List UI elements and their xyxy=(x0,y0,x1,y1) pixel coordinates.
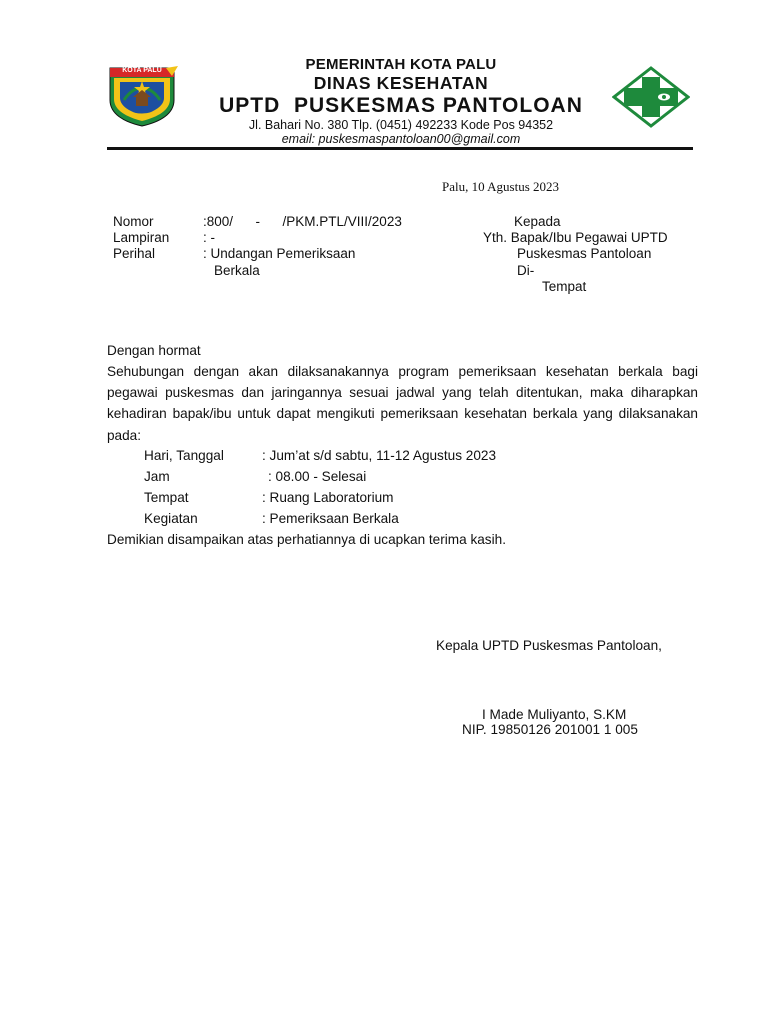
lampiran-value: : - xyxy=(203,230,215,245)
recipient-addressee: Yth. Bapak/Ibu Pegawai UPTD xyxy=(483,230,668,245)
recipient-tempat: Tempat xyxy=(542,279,587,294)
place-date: Palu, 10 Agustus 2023 xyxy=(442,179,560,194)
recipient-institution: Puskesmas Pantoloan xyxy=(517,246,652,261)
schedule-value-place: : Ruang Laboratorium xyxy=(262,490,394,505)
signatory-nip: NIP. 19850126 201001 1 005 xyxy=(462,722,638,737)
letterhead-department: DINAS KESEHATAN xyxy=(313,73,489,93)
perihal-value-continued: Berkala xyxy=(214,263,260,278)
schedule-value-activity: : Pemeriksaan Berkala xyxy=(262,511,399,526)
emblem-label: KOTA PALU xyxy=(122,67,162,74)
letterhead-institution: UPTD PUSKESMAS PANTOLOAN xyxy=(219,94,583,117)
letterhead-email: email: puskesmaspantoloan00@gmail.com xyxy=(281,132,521,146)
recipient-di: Di- xyxy=(517,263,535,278)
closing-sentence: Demikian disampaikan atas perhatiannya di ucapkan terima kasih. xyxy=(107,532,506,547)
nomor-label: Nomor xyxy=(113,214,154,229)
signature-title: Kepala UPTD Puskesmas Pantoloan, xyxy=(436,638,662,653)
lampiran-label: Lampiran xyxy=(113,230,170,245)
schedule-value-date: : Jum’at s/d sabtu, 11-12 Agustus 2023 xyxy=(262,448,497,463)
schedule-value-time: : 08.00 - Selesai xyxy=(268,469,367,484)
perihal-value: : Undangan Pemeriksaan xyxy=(203,246,356,261)
letterhead-divider xyxy=(107,147,693,150)
salutation: Dengan hormat xyxy=(107,343,201,358)
perihal-label: Perihal xyxy=(113,246,156,261)
body-paragraph: Sehubungan dengan akan dilaksanakannya program pemeriksaan kesehatan berkala bagi pegawai puskesmas dan jaringannya sesuai jadwal yang telah ditentukan, maka diharapkan kehadiran bapak/ibu untuk dapat mengikuti pemeriksaan kesehatan berkala yang dilaksanakan pada: xyxy=(107,364,698,443)
schedule-label-date: Hari, Tanggal xyxy=(144,448,224,463)
schedule-label-activity: Kegiatan xyxy=(144,511,198,526)
letterhead-government: PEMERINTAH KOTA PALU xyxy=(305,56,497,73)
recipient-kepada: Kepada xyxy=(514,214,561,229)
signatory-name: I Made Muliyanto, S.KM xyxy=(482,707,627,722)
schedule-label-time: Jam xyxy=(144,469,170,484)
letterhead-address: Jl. Bahari No. 380 Tlp. (0451) 492233 Kode Pos 94352 xyxy=(248,118,554,132)
nomor-value: :800/ - /PKM.PTL/VIII/2023 xyxy=(203,214,402,229)
schedule-label-place: Tempat xyxy=(144,490,189,505)
puskesmas-logo-icon xyxy=(612,66,690,128)
kota-palu-emblem-icon xyxy=(106,66,178,128)
